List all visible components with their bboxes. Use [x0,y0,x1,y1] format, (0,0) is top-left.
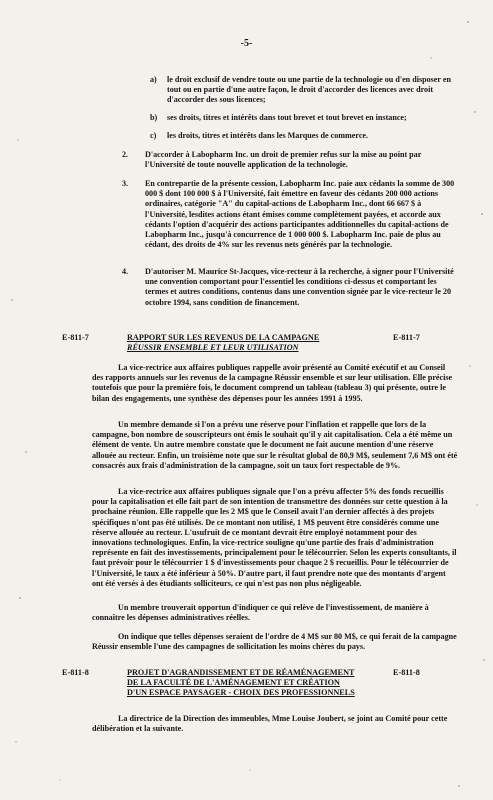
item-a-marker: a) [150,75,157,84]
section-1-title-line-1: RAPPORT SUR LES REVENUS DE LA CAMPAGNE [127,333,320,342]
section-1-title [127,333,367,353]
item-3-number: 3. [122,179,129,188]
section-2-paragraph: La directrice de la Direction des immeubles, Mme Louise Joubert, se joint au Comité pour cette délibération et la suivante. [92,714,448,734]
section-1-code-right: E-811-7 [393,333,420,342]
section-1-paragraph-2: Un membre demande si l'on a prévu une réserve pour l'inflation et rappelle que lors de la campagne, bon nombre de souscripteurs ont émis le souhait qu'il y ait capitalisation. Cela a été même un élément de vente. Un autre membre constate que le document ne fait aucune mention d'une réserve allouée au recteur. Enfin, un troisième note que sur le résultat global de 80,9 M$, seulement 7,6 M$ ont été consacrés aux frais d'administration de la campagne, soit un taux fort respectable de 9%. [92,420,458,470]
section-2-title-line-2: DE LA FACULTÉ DE L'AMÉNAGEMENT ET CRÉATION [127,678,340,688]
section-1-paragraph-5: On indique que telles dépenses seraient de l'ordre de 4 M$ sur 80 M$, ce qui ferait de la campagne Réussir ensemble l'une des campagnes de sollicitation les moins chères du pays. [92,632,457,652]
section-2-code-right: E-811-8 [393,668,420,677]
item-c-marker: c) [150,131,157,140]
item-c-text: les droits, titres et intérêts dans les Marques de commerce. [167,131,369,140]
section-1-paragraph-1: La vice-rectrice aux affaires publiques rappelle avoir présenté au Comité exécutif et au Conseil des rapports annuels sur les revenus de la campagne Réussir ensemble et sur leur utilisation. Elle précise toutefois que pour la première fois, le document comprend un tableau (tableau 3) qui présente, outre le bilan des engagements, une synthèse des dépenses pour les années 1991 à 1995. [92,363,453,403]
item-2-text: D'accorder à Labopharm Inc. un droit de premier refus sur la mise au point par l'Université de toute nouvelle application de la technologie. [145,150,422,170]
section-1-code-left: E-811-7 [62,333,89,342]
item-4-number: 4. [122,267,129,276]
item-4-text: D'autoriser M. Maurice St-Jacques, vice-recteur à la recherche, à signer pour l'Université une convention comportant pour l'essentiel les conditions ci-dessus et comportant les termes et autres conditions, contenus dans une convention signée par le vice-recteur le 20 octobre 1994, sans condition de financement. [145,267,454,307]
section-1-title-line-2: RÉUSSIR ENSEMBLE ET LEUR UTILISATION [127,343,299,353]
section-2-code-left: E-811-8 [62,668,89,677]
item-b-marker: b) [150,113,158,122]
section-2-title-line-1: PROJET D'AGRANDISSEMENT ET DE RÉAMÉNAGEMENT [127,668,355,677]
section-1-paragraph-4: Un membre trouverait opportun d'indiquer ce qui relève de l'investissement, de manière à connaître les dépenses administratives réelles. [92,603,429,623]
item-b-text: ses droits, titres et intérêts dans tout brevet et tout brevet en instance; [167,113,407,122]
item-a-text: le droit exclusif de vendre toute ou une partie de la technologie ou d'en disposer en tout ou en partie d'une autre façon, le droit d'accorder des licences avec droit d'accorder des sous licences; [167,75,451,105]
section-2-title [127,668,387,699]
item-3-text: En contrepartie de la présente cession, Labopharm Inc. paie aux cédants la somme de 300 000 $ dont 100 000 $ à l'Université, fait émettre en faveur des cédants 200 000 actions ordinaires, catégorie "A" du capital-actions de Labopharm Inc., dont 66 667 $ à l'Université, lesdites actions étant émises comme complètement payées, et accorde aux cédants l'option d'acquérir des actions participantes additionnelles du capital-actions de Labopharm Inc., jusqu'à concurrence de 1 000 000 $. Labopharm Inc. paie de plus au cédant, des droits de 4% sur les revenus nets générés par la technologie. [145,179,455,250]
item-2-number: 2. [122,150,129,159]
page-number: -5- [240,38,253,49]
section-2-title-line-3: D'UN ESPACE PAYSAGER - CHOIX DES PROFESSIONNELS [127,688,355,698]
section-1-paragraph-3: La vice-rectrice aux affaires publiques signale que l'on a prévu affecter 5% des fonds recueillis pour la capitalisation et elle fait part de son intention de transmettre des données sur cette question à la prochaine réunion. Elle rappelle que les 2 M$ que le Conseil avait l'an dernier affectés à des projets spécifiques n'ont pas été utilisés. De ce montant non utilisé, 1 M$ peuvent être considérés comme une réserve allouée au recteur. L'usufruit de ce montant devrait être employé notamment pour des innovations technologiques. Enfin, la vice-rectrice souligne qu'une partie des frais d'administration représente en fait des investissements, principalement pour le télécourrier. Selon les experts consultants, il faut prévoir pour le télécourrier 1 $ d'investissements pour chaque 2 $ recueillis. Pour le télécourrier de l'Université, le taux a été inférieur à 50%. D'autre part, il faut prendre note que des montants d'argent ont été versés à des étudiants solliciteurs, ce qui n'est pas non plus négligeable. [92,487,457,588]
